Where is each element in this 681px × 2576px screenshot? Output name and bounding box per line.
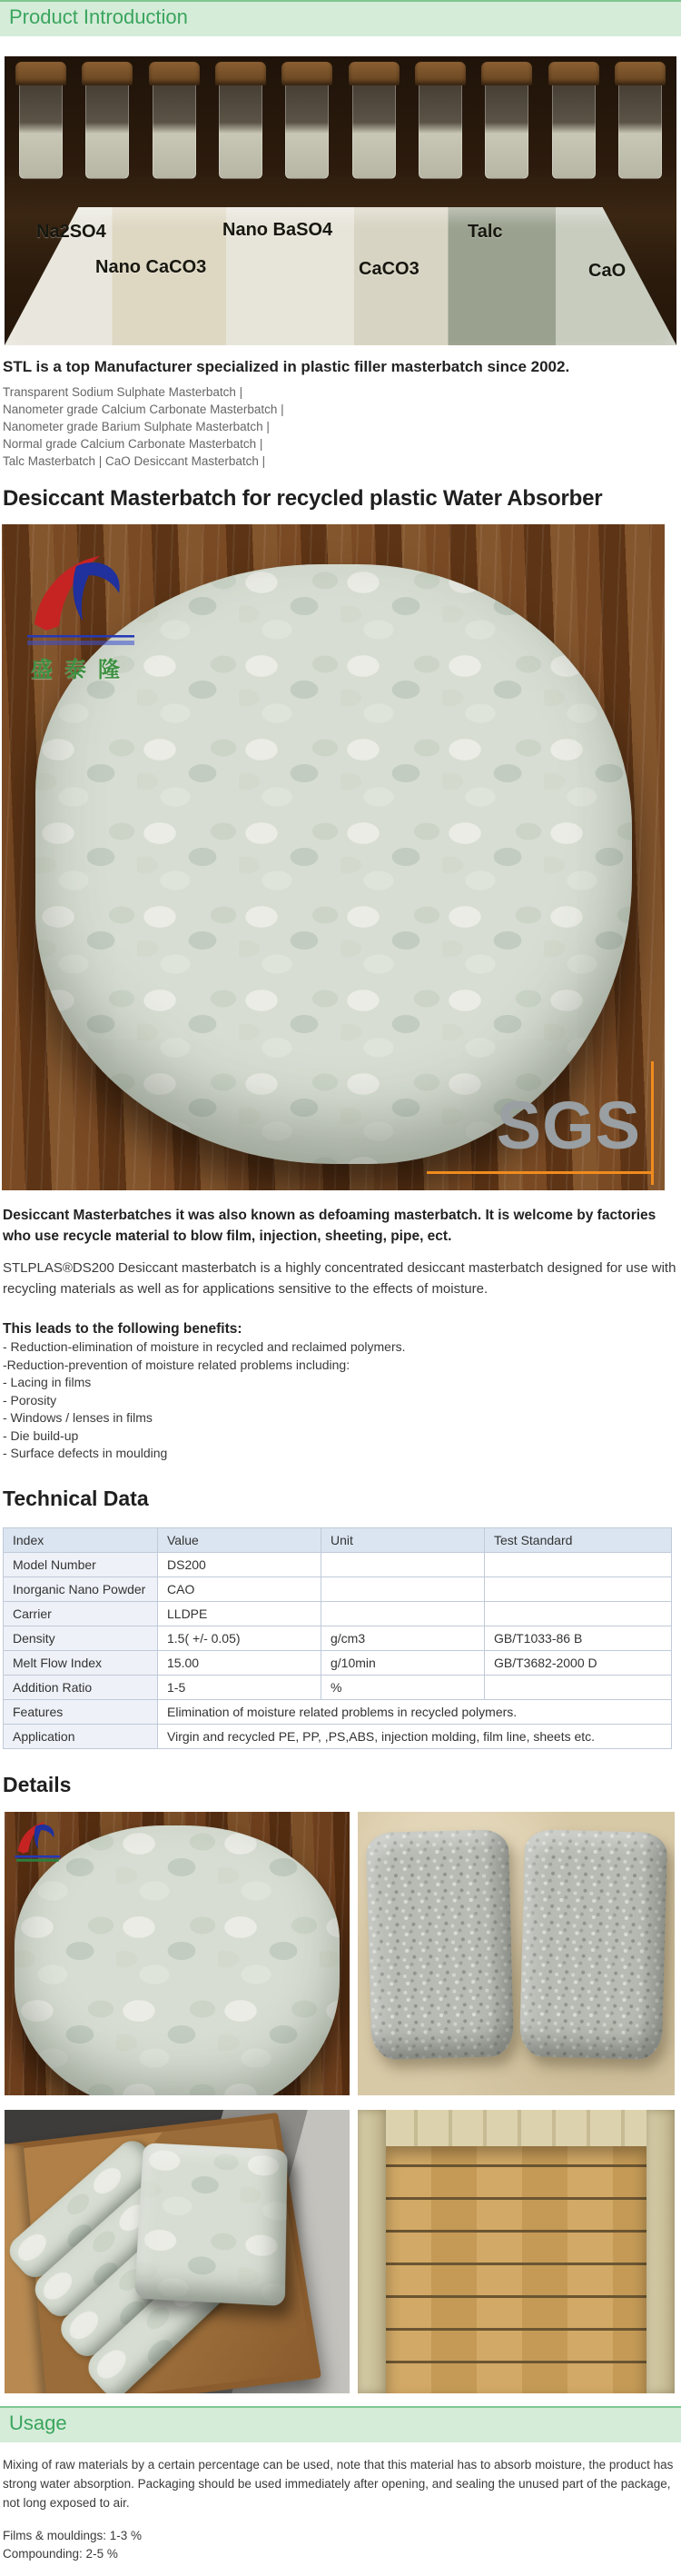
benefits-item: - Surface defects in moulding [3, 1446, 168, 1460]
product-list-item: Transparent Sodium Sulphate Masterbatch | [3, 385, 243, 399]
tech-value-cell [485, 1601, 672, 1626]
pile-label: Na2SO4 [36, 222, 106, 242]
tech-table-row [4, 1724, 672, 1748]
benefits-item: - Windows / lenses in films [3, 1410, 153, 1425]
sample-jar [212, 62, 270, 179]
pile-label: Nano BaSO4 [222, 220, 333, 240]
pile-label: Nano CaCO3 [95, 257, 207, 277]
tech-value-cell: 1-5 [158, 1675, 321, 1699]
sample-jar [411, 62, 469, 179]
tech-table-header-cell: Unit [321, 1527, 485, 1552]
product-list-item: Talc Masterbatch | CaO Desiccant Masterbatch | [3, 454, 266, 468]
tech-index-cell: Application [4, 1724, 158, 1748]
benefits-item: - Reduction-elimination of moisture in recycled and reclaimed polymers. [3, 1339, 406, 1354]
benefits-item: -Reduction-prevention of moisture related problems including: [3, 1357, 350, 1372]
tech-table-header-cell: Value [158, 1527, 321, 1552]
sample-jar [12, 62, 70, 179]
tech-table-row [4, 1699, 672, 1724]
sample-jar [278, 62, 336, 179]
product-title: Desiccant Masterbatch for recycled plastic Water Absorber [3, 486, 603, 511]
usage-title: Usage [9, 2411, 67, 2434]
details-heading: Details [3, 1772, 72, 1796]
pile-label: Talc [468, 222, 503, 242]
sample-jar-row [5, 62, 676, 179]
tech-value-cell: GB/T1033-86 B [485, 1626, 672, 1650]
tech-value-cell [321, 1601, 485, 1626]
tech-table-row [4, 1675, 672, 1699]
company-logo-icon [20, 548, 140, 650]
filler-samples-photo [5, 56, 676, 345]
tech-index-cell: Inorganic Nano Powder [4, 1576, 158, 1601]
pile-label: CaO [588, 261, 627, 281]
tech-table-header-cell: Test Standard [485, 1527, 672, 1552]
product-introduction-title: Product Introduction [9, 5, 188, 28]
benefits-title: This leads to the following benefits: [3, 1321, 242, 1337]
sample-jar [78, 62, 136, 179]
tech-table-row [4, 1576, 672, 1601]
tech-value-cell: 15.00 [158, 1650, 321, 1675]
intro-headline: STL is a top Manufacturer specialized in plastic filler masterbatch since 2002. [3, 358, 570, 375]
benefits-item: - Porosity [3, 1392, 57, 1407]
tech-value-cell: LLDPE [158, 1601, 321, 1626]
sample-jar [545, 62, 603, 179]
sample-jar [145, 62, 203, 179]
tech-value-cell: CAO [158, 1576, 321, 1601]
sample-jar [478, 62, 536, 179]
details-image-grid [5, 1812, 676, 2393]
sgs-watermark: SGS [496, 1088, 641, 1163]
tech-value-cell [485, 1552, 672, 1576]
tech-table-row [4, 1626, 672, 1650]
tech-value-cell: g/cm3 [321, 1626, 485, 1650]
tech-table-row [4, 1650, 672, 1675]
tech-value-cell [485, 1576, 672, 1601]
tech-table-row [4, 1552, 672, 1576]
tech-value-cell: 1.5( +/- 0.05) [158, 1626, 321, 1650]
tech-index-cell: Melt Flow Index [4, 1650, 158, 1675]
sample-jar [345, 62, 403, 179]
detail-photo-pellets [5, 1812, 350, 2095]
tech-index-cell: Model Number [4, 1552, 158, 1576]
product-list [3, 383, 678, 470]
tech-value-cell [321, 1576, 485, 1601]
company-logo-icon [12, 1817, 63, 1863]
detail-photo-vacuum-bags [358, 1812, 675, 2095]
tech-index-cell: Addition Ratio [4, 1675, 158, 1699]
tech-value-cell [321, 1552, 485, 1576]
sample-jar [611, 62, 669, 179]
tech-value-cell [485, 1675, 672, 1699]
tech-value-cell: GB/T3682-2000 D [485, 1650, 672, 1675]
usage-banner [0, 2406, 681, 2442]
description-para: STLPLAS®DS200 Desiccant masterbatch is a highly concentrated desiccant masterbatch designed for use with recycling materials as well as for applications sensitive to the effects of moisture. [3, 1260, 676, 1297]
tech-table-header-cell: Index [4, 1527, 158, 1552]
dosage-list [3, 2527, 678, 2563]
detail-photo-pallet-stack [358, 2110, 675, 2393]
tech-index-cell: Features [4, 1699, 158, 1724]
detail-photo-carton-box [5, 2110, 350, 2393]
tech-value-cell: Elimination of moisture related problems in recycled polymers. [158, 1699, 672, 1724]
product-list-item: Nanometer grade Calcium Carbonate Masterbatch | [3, 403, 284, 416]
technical-data-table [3, 1527, 672, 1749]
benefits-item: - Die build-up [3, 1427, 79, 1443]
tech-value-cell: Virgin and recycled PE, PP, ,PS,ABS, injection molding, film line, sheets etc. [158, 1724, 672, 1748]
desiccant-pellets-photo [2, 524, 665, 1190]
tech-table-body [4, 1552, 672, 1748]
tech-value-cell: g/10min [321, 1650, 485, 1675]
pile-label: CaCO3 [359, 259, 419, 279]
usage-paragraph: Mixing of raw materials by a certain percentage can be used, note that this material has to absorb moisture, the product has strong water absorption. Packaging should be used immediately after opening, and sealing the unused part of the package, not long exposed to air. [3, 2457, 674, 2510]
technical-data-heading: Technical Data [3, 1486, 149, 1510]
dosage-item: Compounding: 2-5 % [3, 2546, 118, 2561]
company-logo-chinese-text: 盛泰隆 [31, 658, 132, 682]
tech-table-row [4, 1601, 672, 1626]
tech-value-cell: % [321, 1675, 485, 1699]
tech-index-cell: Carrier [4, 1601, 158, 1626]
tech-index-cell: Density [4, 1626, 158, 1650]
dosage-item: Films & mouldings: 1-3 % [3, 2528, 143, 2542]
description-bold: Desiccant Masterbatches it was also known as defoaming masterbatch. It is welcome by factories who use recycle material to blow film, injection, sheeting, pipe, ect. [3, 1208, 656, 1244]
product-list-item: Nanometer grade Barium Sulphate Masterbatch | [3, 420, 270, 433]
product-list-item: Normal grade Calcium Carbonate Masterbatch | [3, 437, 263, 451]
tech-value-cell: DS200 [158, 1552, 321, 1576]
benefits-list [0, 1338, 681, 1463]
benefits-item: - Lacing in films [3, 1375, 92, 1389]
product-introduction-banner [0, 0, 681, 36]
tech-table-head-row [4, 1527, 672, 1552]
